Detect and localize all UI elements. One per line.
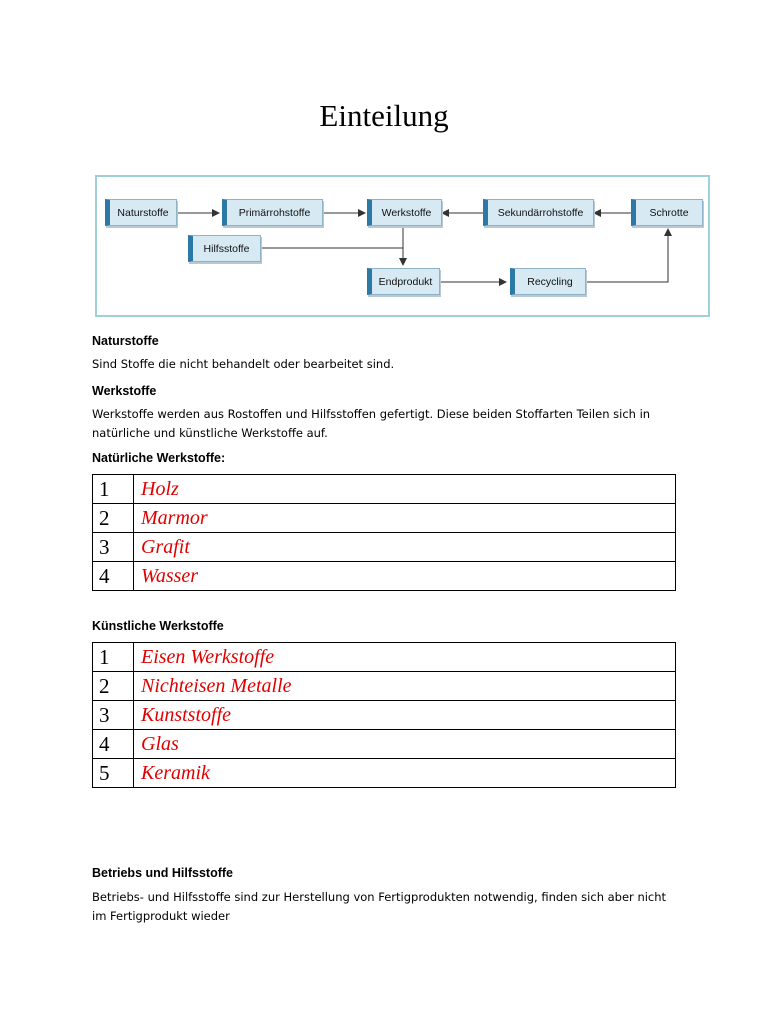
- material-flow-diagram: [95, 175, 710, 317]
- table-row: [93, 701, 676, 730]
- node-recycling: Recycling: [510, 268, 586, 295]
- table-row: [93, 475, 676, 504]
- node-werkstoffe: Werkstoffe: [367, 199, 442, 226]
- row-number: 1: [93, 475, 134, 504]
- row-number: 5: [93, 759, 134, 788]
- heading-kuenstliche-werkstoffe: Künstliche Werkstoffe: [92, 619, 224, 633]
- table-row: [93, 533, 676, 562]
- table-row: [93, 504, 676, 533]
- row-value: Wasser: [134, 562, 676, 591]
- row-value: Glas: [134, 730, 676, 759]
- heading-betriebs-hilfsstoffe: Betriebs und Hilfsstoffe: [92, 866, 233, 880]
- table-row: [93, 562, 676, 591]
- row-value: Eisen Werkstoffe: [134, 643, 676, 672]
- heading-werkstoffe: Werkstoffe: [92, 384, 157, 398]
- text-betriebs-line2: im Fertigprodukt wieder: [92, 909, 230, 923]
- row-number: 2: [93, 504, 134, 533]
- row-number: 1: [93, 643, 134, 672]
- table-row: [93, 672, 676, 701]
- row-value: Nichteisen Metalle: [134, 672, 676, 701]
- text-naturstoffe: Sind Stoffe die nicht behandelt oder bearbeitet sind.: [92, 357, 395, 371]
- row-number: 3: [93, 533, 134, 562]
- heading-naturstoffe: Naturstoffe: [92, 334, 159, 348]
- arrow-recycling-schrotte: [586, 229, 668, 282]
- table-row: [93, 759, 676, 788]
- heading-natuerliche-werkstoffe: Natürliche Werkstoffe:: [92, 451, 226, 465]
- row-value: Keramik: [134, 759, 676, 788]
- table-natuerliche-werkstoffe: [92, 474, 676, 591]
- row-number: 4: [93, 562, 134, 591]
- text-werkstoffe-line1: Werkstoffe werden aus Rostoffen und Hilfsstoffen gefertigt. Diese beiden Stoffarten Teilen sich in: [92, 407, 651, 421]
- row-value: Grafit: [134, 533, 676, 562]
- row-number: 3: [93, 701, 134, 730]
- row-number: 2: [93, 672, 134, 701]
- node-hilfsstoffe: Hilfsstoffe: [188, 235, 261, 262]
- row-value: Kunststoffe: [134, 701, 676, 730]
- node-schrotte: Schrotte: [631, 199, 703, 226]
- text-werkstoffe-line2: natürliche und künstliche Werkstoffe auf.: [92, 426, 328, 440]
- table-kuenstliche-werkstoffe: [92, 642, 676, 788]
- row-value: Marmor: [134, 504, 676, 533]
- table-row: [93, 643, 676, 672]
- row-value: Holz: [134, 475, 676, 504]
- node-endprodukt: Endprodukt: [367, 268, 440, 295]
- node-naturstoffe: Naturstoffe: [105, 199, 177, 226]
- node-sekundaerrohstoffe: Sekundärrohstoffe: [483, 199, 594, 226]
- node-primaerrohstoffe: Primärrohstoffe: [222, 199, 323, 226]
- row-number: 4: [93, 730, 134, 759]
- page-title: Einteilung: [319, 98, 449, 133]
- table-row: [93, 730, 676, 759]
- text-betriebs-line1: Betriebs- und Hilfsstoffe sind zur Herstellung von Fertigprodukten notwendig, finden sich aber nicht: [92, 890, 667, 904]
